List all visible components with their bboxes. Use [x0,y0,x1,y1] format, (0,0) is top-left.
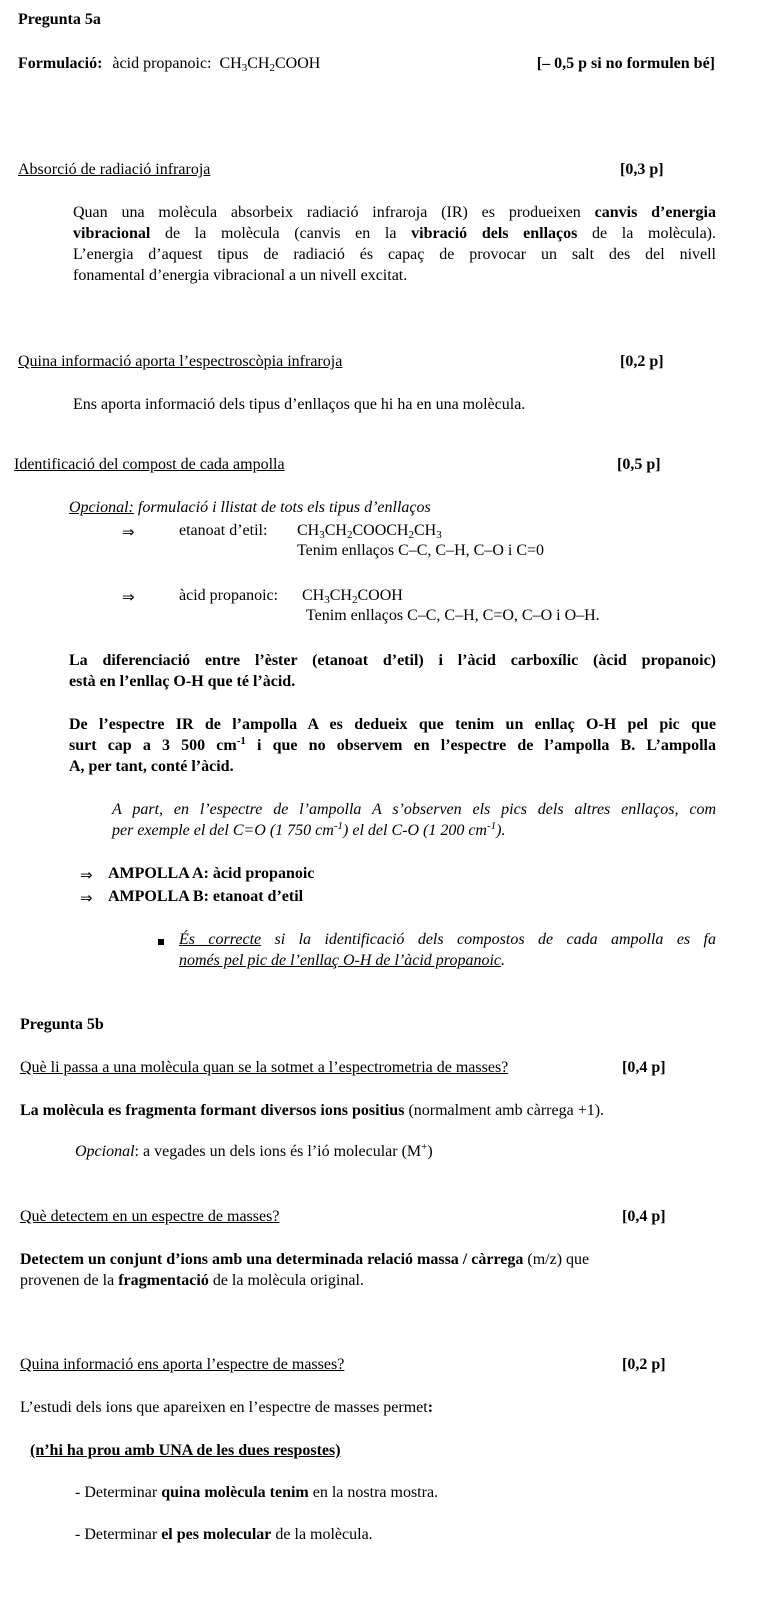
points-identificacio: [0,5 p] [617,456,661,473]
arrow-icon: ⇒ [80,889,93,907]
acid-formula: $CH_3CH_2COOH$ [302,587,403,606]
text-estudi-ions: L’estudi dels ions que apareixen en l’espectre de masses permet: [20,1399,434,1416]
list-item-molecula: - Determinar quina molècula tenim en la nostra mostra. [75,1484,439,1501]
points-detectem: [0,4 p] [622,1208,666,1225]
ampolla-a: AMPOLLA A: àcid propanoic [108,865,315,882]
arrow-icon: ⇒ [122,523,135,541]
points-ir-info: [0,2 p] [620,353,664,370]
acid-name: àcid propanoic: [179,587,279,604]
note-una-resposta: (n’hi ha prou amb UNA de les dues respostes) [30,1442,341,1459]
section-title-masses: Què li passa a una molècula quan se la sotmet a l’espectrometria de masses? [20,1059,509,1076]
formulacio-label: Formulació: [18,55,103,72]
paragraph-detectem: Detectem un conjunt d’ions amb una determinada relació massa / càrrega (m/z) que provenen de la fragmentació de la molècula original. [20,1251,590,1289]
bullet-icon [158,939,164,945]
ester-bonds: Tenim enllaços C–C, C–H, C–O i C=0 [297,542,545,559]
section-title-absorcio: Absorció de radiació infraroja [18,161,211,178]
section-title-ir-info: Quina informació aporta l’espectroscòpia infraroja [18,353,343,370]
list-item-pes: - Determinar el pes molecular de la molècula. [75,1526,373,1543]
note-correcte: És correcte si la identificació dels compostos de cada ampolla es fa només pel pic de l’enllaç O-H de l’àcid propanoic. [179,931,717,969]
text-opcional-ion: Opcional: a vegades un dels ions és l’ió molecular (M+) [75,1141,433,1160]
ester-formula: $CH_3CH_2COOCH_2CH_3$ [297,522,442,541]
arrow-icon: ⇒ [80,866,93,884]
heading-q5a: Pregunta 5a [18,11,101,28]
optional-line: Opcional: formulació i llistat de tots els tipus d’enllaços [69,499,431,516]
paragraph-altres-pics: A part, en l’espectre de l’ampolla A s’observen els pics dels altres enllaços, com per exemple el del C=O (1 750 $cm^{-1}$) el del C-O (1 200 $cm^{-1}$). [112,801,716,839]
points-masses: [0,4 p] [622,1059,666,1076]
ampolla-b: AMPOLLA B: etanoat d’etil [108,888,304,905]
formulacio-formula: $CH_3CH_2COOH$ [219,55,321,74]
section-title-info-masses: Quina informació ens aporta l’espectre de masses? [20,1356,345,1373]
heading-q5b: Pregunta 5b [20,1016,104,1033]
text-fragmenta: La molècula es fragmenta formant diversos ions positius (normalment amb càrrega +1). [20,1102,605,1119]
points-info-masses: [0,2 p] [622,1356,666,1373]
paragraph-absorcio: Quan una molècula absorbeix radiació infraroja (IR) es produeixen canvis d’energia vibracional de la molècula (canvis en la vibració dels enllaços de la molècula). L’energia d’aquest tipus de radiació és capaç de provocar un salt des del nivell fonamental d’energia vibracional a un nivell excitat. [73,204,716,284]
points-absorcio: [0,3 p] [620,161,664,178]
formulacio-line [18,54,320,74]
ester-name: etanoat d’etil: [179,522,268,539]
section-title-detectem: Què detectem en un espectre de masses? [20,1208,280,1225]
formulacio-compound: àcid propanoic: [112,55,212,72]
paragraph-espectre-ir: De l’espectre IR de l’ampolla A es dedueix que tenim un enllaç O-H pel pic que surt cap a 3 500 $cm^{-1}$ i que no observem en l’espectre de l’ampolla B. L’ampolla A, per tant, conté l’àcid. [69,716,717,775]
acid-bonds: Tenim enllaços C–C, C–H, C=O, C–O i O–H. [306,607,600,624]
paragraph-diferenciacio: La diferenciació entre l’èster (etanoat d’etil) i l’àcid carboxílic (àcid propanoic) està en l’enllaç O-H que té l’àcid. [69,652,716,690]
section-title-identificacio: Identificació del compost de cada ampolla [14,456,285,473]
formulacio-penalty: [– 0,5 p si no formulen bé] [536,55,715,72]
arrow-icon: ⇒ [122,588,135,606]
text-ir-info: Ens aporta informació dels tipus d’enllaços que hi ha en una molècula. [73,396,526,413]
